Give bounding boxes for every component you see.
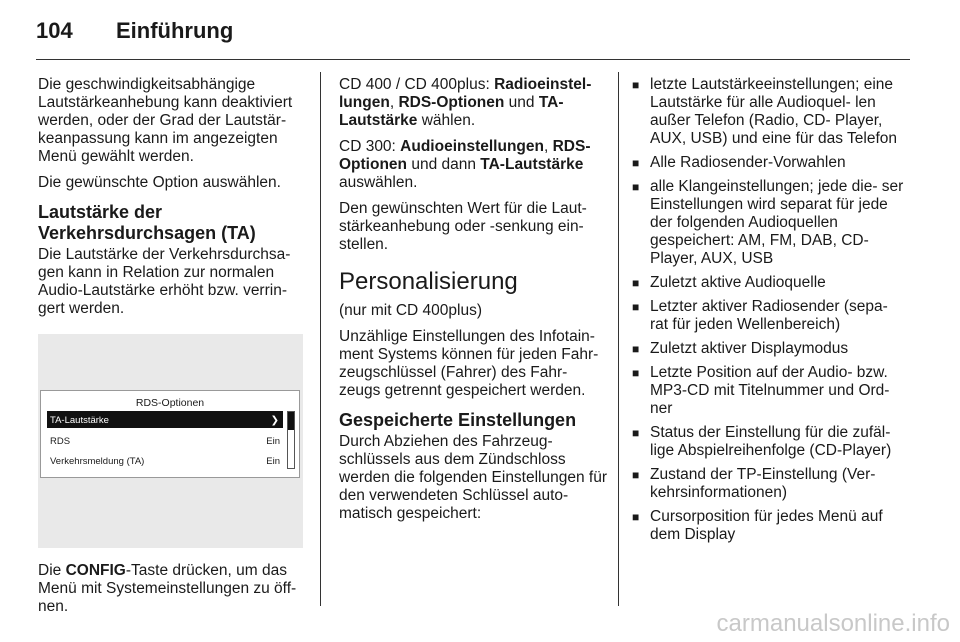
section-heading: Personalisierung — [339, 268, 518, 295]
paragraph: (nur mit CD 400plus) — [339, 302, 482, 319]
text-run: -Taste drücken, um das Menü mit Systemeinstellungen zu öff- nen. — [38, 562, 297, 615]
menu-item-rds — [47, 432, 283, 449]
paragraph: Durch Abziehen des Fahrzeug- schlüssels aus dem Zündschloss werden die folgenden Einstellungen für den verwendeten Schlüssel auto- matisch gespeichert: — [339, 433, 607, 522]
page-number: 104 — [36, 18, 73, 43]
column-divider — [320, 72, 321, 606]
list-item: ■ Alle Radiosender-Vorwahlen — [632, 154, 910, 172]
menu-item-label: Verkehrsmeldung (TA) — [50, 456, 145, 467]
paragraph: Unzählige Einstellungen des Infotain- ment Systems können für jeden Fahr- zeugschlüssel (Fahrer) des Fahr- zeugs getrennt gespeichert werden. — [339, 328, 599, 399]
text-run: Die — [38, 562, 66, 579]
column-2 — [339, 76, 607, 531]
paragraph — [339, 138, 607, 192]
chevron-right-icon: ❯ — [270, 415, 279, 426]
column-1 — [38, 76, 310, 624]
menu-item-value: Ein — [266, 436, 280, 447]
list-item: ■ Cursorposition für jedes Menü auf dem Display — [632, 508, 910, 544]
text-run: CD 300: — [339, 138, 401, 155]
list-item: ■ alle Klangeinstellungen; jede die- ser Einstellungen wird separat für jede der folgenden Audioquellen gespeichert: AM, FM, DAB, CD-Player, AUX, USB — [632, 178, 910, 268]
bold-term: RDS- Optionen — [339, 138, 591, 173]
scrollbar-thumb — [288, 412, 294, 430]
section-heading: Lautstärke der Verkehrsdurchsagen (TA) — [38, 202, 256, 243]
text-run: , — [543, 138, 553, 155]
paragraph: Die Lautstärke der Verkehrsdurchsa- gen kann in Relation zur normalen Audio-Lautstärke erhöht bzw. verrin- gert werden. — [38, 246, 291, 317]
bold-term: TA- Lautstärke — [339, 94, 564, 129]
text-run: CD 400 / CD 400plus: — [339, 76, 495, 93]
list-item: ■ Zustand der TP-Einstellung (Ver- kehrsinformationen) — [632, 466, 910, 502]
text-run: und — [504, 94, 539, 111]
menu-item-label: RDS — [50, 436, 71, 447]
display-screenshot — [38, 334, 303, 548]
section-heading: Gespeicherte Einstellungen — [339, 410, 577, 430]
list-item: ■ letzte Lautstärkeeinstellungen; eine Lautstärke für alle Audioquel- len außer Telefon (Radio, CD- Player, AUX, USB) und eine für das Telefon — [632, 76, 910, 148]
menu-item-ta-volume — [47, 411, 283, 428]
paragraph: Die gewünschte Option auswählen. — [38, 174, 281, 191]
text-run: und dann — [407, 156, 481, 173]
menu-item-traffic-ta — [47, 452, 283, 469]
bold-term: RDS-Optionen — [398, 94, 505, 111]
menu-title: RDS-Optionen — [135, 397, 205, 409]
paragraph — [339, 76, 607, 130]
list-item: ■ Zuletzt aktiver Displaymodus — [632, 340, 910, 358]
text-run: wählen. — [417, 112, 476, 129]
bold-term: Audioeinstellungen — [400, 138, 544, 155]
menu-panel — [40, 390, 300, 478]
paragraph — [38, 562, 310, 616]
list-item: ■ Letzter aktiver Radiosender (sepa- rat für jeden Wellenbereich) — [632, 298, 910, 334]
column-3 — [632, 76, 910, 550]
page-title: Einführung — [116, 18, 234, 43]
text-run: auswählen. — [339, 174, 418, 191]
list-item: ■ Letzte Position auf der Audio- bzw. MP3-CD mit Titelnummer und Ord- ner — [632, 364, 910, 418]
paragraph: Die geschwindigkeitsabhängige Lautstärkeanhebung kann deaktiviert werden, oder der Grad der Lautstär- keanpassung kann im angezeigten Menü gewählt werden. — [38, 76, 293, 165]
bold-term: TA-Lautstärke — [480, 156, 584, 173]
list-item: ■ Status der Einstellung für die zufäl- lige Abspielreihenfolge (CD-Player) — [632, 424, 910, 460]
paragraph: Den gewünschten Wert für die Laut- stärkeanhebung oder -senkung ein- stellen. — [339, 200, 587, 253]
list-item: ■ Zuletzt aktive Audioquelle — [632, 274, 910, 292]
header-rule — [36, 59, 910, 60]
menu-item-value: Ein — [266, 456, 280, 467]
column-divider — [618, 72, 619, 606]
menu-item-label: TA-Lautstärke — [50, 415, 109, 426]
scrollbar — [287, 411, 295, 469]
page-header — [36, 18, 233, 44]
watermark: carmanualsonline.info — [716, 610, 950, 637]
bold-term: Radioeinstel- lungen — [339, 76, 592, 111]
bold-term: CONFIG — [65, 562, 126, 579]
text-run: , — [389, 94, 399, 111]
